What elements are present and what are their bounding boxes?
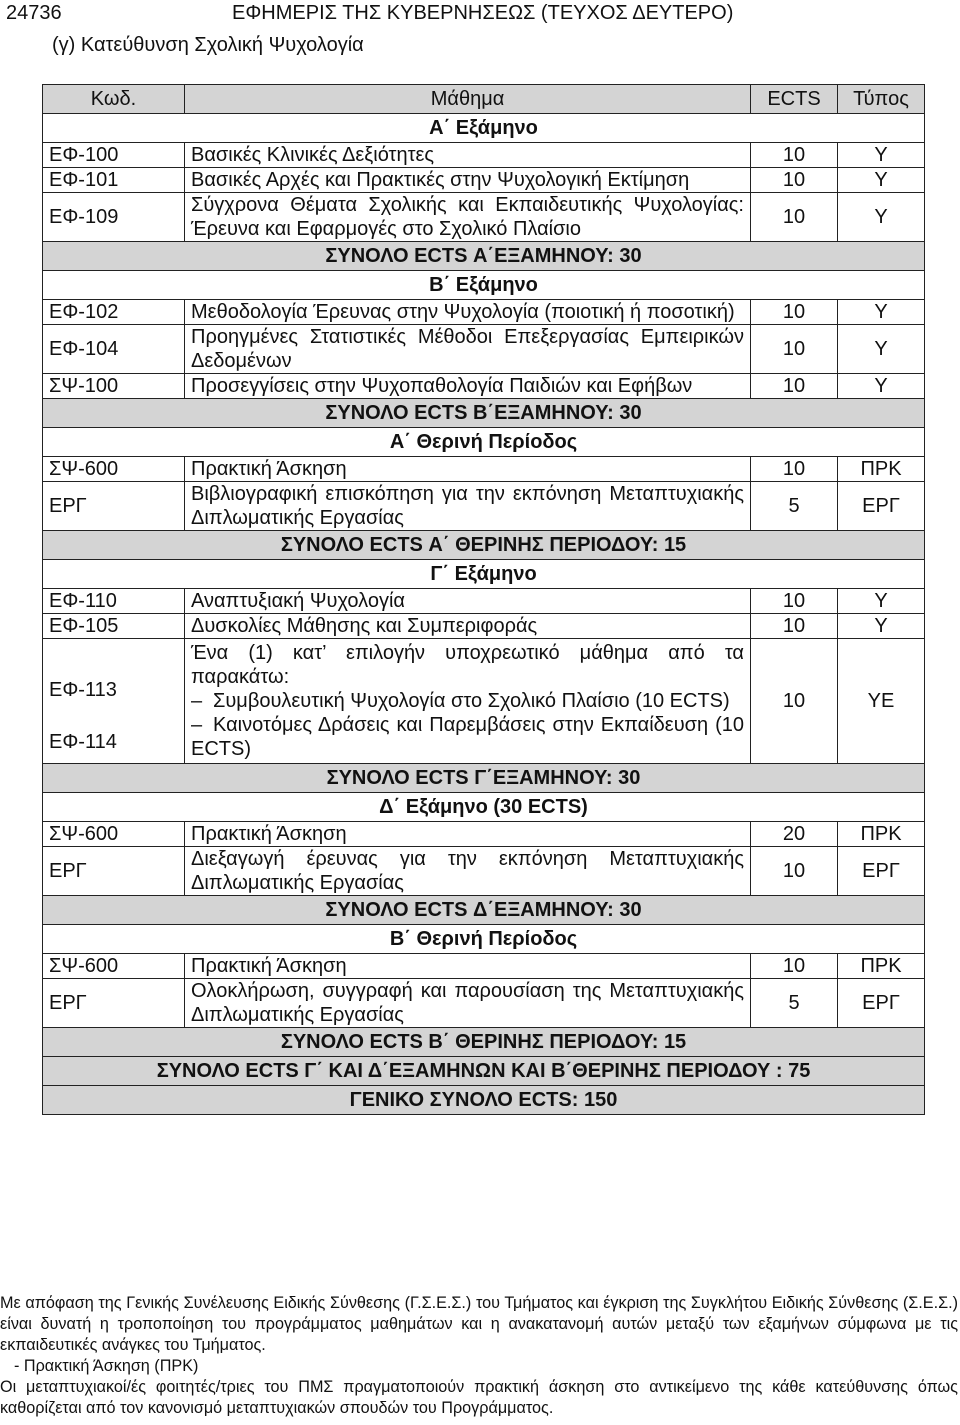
course-ects: 10 <box>751 954 838 979</box>
course-ects: 10 <box>751 168 838 193</box>
header-course: Μάθημα <box>185 85 751 114</box>
course-title: Προσεγγίσεις στην Ψυχοπαθολογία Παιδιών και Εφήβων <box>185 374 751 399</box>
course-type: Υ <box>838 325 925 374</box>
course-ects: 10 <box>751 143 838 168</box>
course-type: ΠΡΚ <box>838 457 925 482</box>
elective-intro: Ένα (1) κατ’ επιλογήν υποχρεωτικό μάθημα από τα παρακάτω: <box>191 642 744 688</box>
course-type: ΕΡΓ <box>838 979 925 1028</box>
course-code: ΕΦ-114 <box>49 731 117 753</box>
semester-total: ΣΥΝΟΛΟ ECTS Β΄ΕΞΑΜΗΝΟΥ: 30 <box>43 399 925 428</box>
dash-bullet: – <box>191 690 203 712</box>
course-ects: 5 <box>751 979 838 1028</box>
semester-heading: Δ΄ Εξάμηνο (30 ECTS) <box>43 793 925 822</box>
semester-heading: Α΄ Εξάμηνο <box>43 114 925 143</box>
header-code: Κωδ. <box>43 85 185 114</box>
period-total: ΣΥΝΟΛΟ ECTS Β΄ ΘΕΡΙΝΗΣ ΠΕΡΙΟΔΟΥ: 15 <box>43 1028 925 1057</box>
semester-total: ΣΥΝΟΛΟ ECTS Γ΄ΕΞΑΜΗΝΟΥ: 30 <box>43 764 925 793</box>
course-code: ΕΦ-109 <box>43 193 185 242</box>
elective-row <box>43 639 925 764</box>
course-code: ΕΦ-101 <box>43 168 185 193</box>
course-code: ΣΨ-600 <box>43 822 185 847</box>
table-row <box>43 300 925 325</box>
course-title: Ολοκλήρωση, συγγραφή και παρουσίαση της Μεταπτυχιακής Διπλωματικής Εργασίας <box>185 979 751 1028</box>
table-row <box>43 374 925 399</box>
course-ects: 20 <box>751 822 838 847</box>
table-row <box>43 589 925 614</box>
course-type: ΠΡΚ <box>838 822 925 847</box>
course-code: ΕΦ-105 <box>43 614 185 639</box>
semester-total: ΣΥΝΟΛΟ ECTS Δ΄ΕΞΑΜΗΝΟΥ: 30 <box>43 896 925 925</box>
course-type: ΥΕ <box>838 639 925 764</box>
table-row <box>43 822 925 847</box>
semester-heading: Α΄ Θερινή Περίοδος <box>43 428 925 457</box>
semester-heading: Β΄ Θερινή Περίοδος <box>43 925 925 954</box>
course-code: ΣΨ-600 <box>43 457 185 482</box>
header-ects: ECTS <box>751 85 838 114</box>
footer-paragraph: Με απόφαση της Γενικής Συνέλευσης Ειδικής Σύνθεσης (Γ.Σ.Ε.Σ.) του Τμήματος και έγκριση της Συγκλήτου Ειδικής Σύνθεσης (Σ.Ε.Σ.) είναι δυνατή η τροποποίηση του προγράμματος μαθημάτων και η ανακατανομή αυτών μεταξύ των εξαμήνων σύμφωνα με τις εκπαιδευτικές ανάγκες του Τμήματος. <box>0 1294 958 1354</box>
course-ects: 10 <box>751 614 838 639</box>
table-header-row <box>43 85 925 114</box>
course-title: Προηγμένες Στατιστικές Μέθοδοι Επεξεργασίας Εμπειρικών Δεδομένων <box>185 325 751 374</box>
elective-option: – Καινοτόμες Δράσεις και Παρεμβάσεις στην Εκπαίδευση (10 ECTS) <box>191 714 744 760</box>
course-type: Υ <box>838 374 925 399</box>
course-code: ΣΨ-600 <box>43 954 185 979</box>
combined-total: ΣΥΝΟΛΟ ECTS Γ΄ ΚΑΙ Δ΄ΕΞΑΜΗΝΩΝ ΚΑΙ Β΄ΘΕΡΙΝΗΣ ΠΕΡΙΟΔΟΥ : 75 <box>43 1057 925 1086</box>
grand-total: ΓΕΝΙΚΟ ΣΥΝΟΛΟ ECTS: 150 <box>43 1086 925 1115</box>
course-title: Πρακτική Άσκηση <box>185 457 751 482</box>
course-code: ΣΨ-100 <box>43 374 185 399</box>
dash-bullet: – <box>191 714 203 736</box>
course-type: Υ <box>838 614 925 639</box>
course-title: Σύγχρονα Θέματα Σχολικής και Εκπαιδευτικής Ψυχολογίας: Έρευνα και Εφαρμογές στο Σχολικό Πλαίσιο <box>185 193 751 242</box>
course-ects: 10 <box>751 374 838 399</box>
course-title: Βιβλιογραφική επισκόπηση για την εκπόνηση Μεταπτυχιακής Διπλωματικής Εργασίας <box>185 482 751 531</box>
course-title: Μεθοδολογία Έρευνας στην Ψυχολογία (ποιοτική ή ποσοτική) <box>185 300 751 325</box>
course-type: Υ <box>838 300 925 325</box>
course-title: Βασικές Κλινικές Δεξιότητες <box>185 143 751 168</box>
semester-total: ΣΥΝΟΛΟ ECTS Α΄ΕΞΑΜΗΝΟΥ: 30 <box>43 242 925 271</box>
table-row <box>43 143 925 168</box>
table-row <box>43 482 925 531</box>
page-header <box>0 0 960 30</box>
course-type: Υ <box>838 589 925 614</box>
course-title: Δυσκολίες Μάθησης και Συμπεριφοράς <box>185 614 751 639</box>
semester-heading: Γ΄ Εξάμηνο <box>43 560 925 589</box>
course-ects: 10 <box>751 457 838 482</box>
course-type: Υ <box>838 193 925 242</box>
course-title: Πρακτική Άσκηση <box>185 954 751 979</box>
course-code: ΕΡΓ <box>43 847 185 896</box>
elective-description <box>185 639 751 764</box>
course-type: ΕΡΓ <box>838 482 925 531</box>
course-code: ΕΦ-100 <box>43 143 185 168</box>
elective-option: – Συμβουλευτική Ψυχολογία στο Σχολικό Πλαίσιο (10 ECTS) <box>191 690 730 712</box>
table-row <box>43 847 925 896</box>
course-code: ΕΦ-113 <box>49 679 117 701</box>
course-title: Διεξαγωγή έρευνας για την εκπόνηση Μεταπτυχιακής Διπλωματικής Εργασίας <box>185 847 751 896</box>
gazette-title: ΕΦΗΜΕΡΙΣ ΤΗΣ ΚΥΒΕΡΝΗΣΕΩΣ (ΤΕΥΧΟΣ ΔΕΥΤΕΡΟ) <box>232 2 734 24</box>
course-ects: 5 <box>751 482 838 531</box>
table-row <box>43 168 925 193</box>
page-number: 24736 <box>6 2 62 24</box>
footer-paragraph: Οι μεταπτυχιακοί/ές φοιτητές/τριες του ΠΜΣ πραγματοποιούν πρακτική άσκηση στο αντικείμενο της κάθε κατεύθυνσης όπως καθορίζεται από τον κανονισμό μεταπτυχιακών σπουδών του Προγράμματος. <box>0 1378 958 1417</box>
footer-note: - Πρακτική Άσκηση (ΠΡΚ) <box>14 1357 199 1375</box>
course-type: ΠΡΚ <box>838 954 925 979</box>
elective-codes <box>43 639 185 764</box>
course-ects: 10 <box>751 589 838 614</box>
semester-total: ΣΥΝΟΛΟ ECTS Α΄ ΘΕΡΙΝΗΣ ΠΕΡΙΟΔΟΥ: 15 <box>43 531 925 560</box>
table-row <box>43 193 925 242</box>
semester-heading: Β΄ Εξάμηνο <box>43 271 925 300</box>
course-code: ΕΦ-104 <box>43 325 185 374</box>
course-code: ΕΡΓ <box>43 979 185 1028</box>
section-subtitle: (γ) Κατεύθυνση Σχολική Ψυχολογία <box>52 34 364 56</box>
table-row <box>43 614 925 639</box>
course-ects: 10 <box>751 639 838 764</box>
course-ects: 10 <box>751 847 838 896</box>
curriculum-table <box>42 84 925 1115</box>
course-title: Βασικές Αρχές και Πρακτικές στην Ψυχολογική Εκτίμηση <box>185 168 751 193</box>
course-type: Υ <box>838 143 925 168</box>
table-row <box>43 325 925 374</box>
course-title: Αναπτυξιακή Ψυχολογία <box>185 589 751 614</box>
course-code: ΕΡΓ <box>43 482 185 531</box>
course-type: ΕΡΓ <box>838 847 925 896</box>
course-type: Υ <box>838 168 925 193</box>
course-ects: 10 <box>751 193 838 242</box>
header-type: Τύπος <box>838 85 925 114</box>
course-ects: 10 <box>751 325 838 374</box>
course-code: ΕΦ-102 <box>43 300 185 325</box>
table-row <box>43 979 925 1028</box>
course-ects: 10 <box>751 300 838 325</box>
table-row <box>43 457 925 482</box>
course-title: Πρακτική Άσκηση <box>185 822 751 847</box>
footer-notes <box>0 1293 958 1419</box>
table-row <box>43 954 925 979</box>
course-code: ΕΦ-110 <box>43 589 185 614</box>
